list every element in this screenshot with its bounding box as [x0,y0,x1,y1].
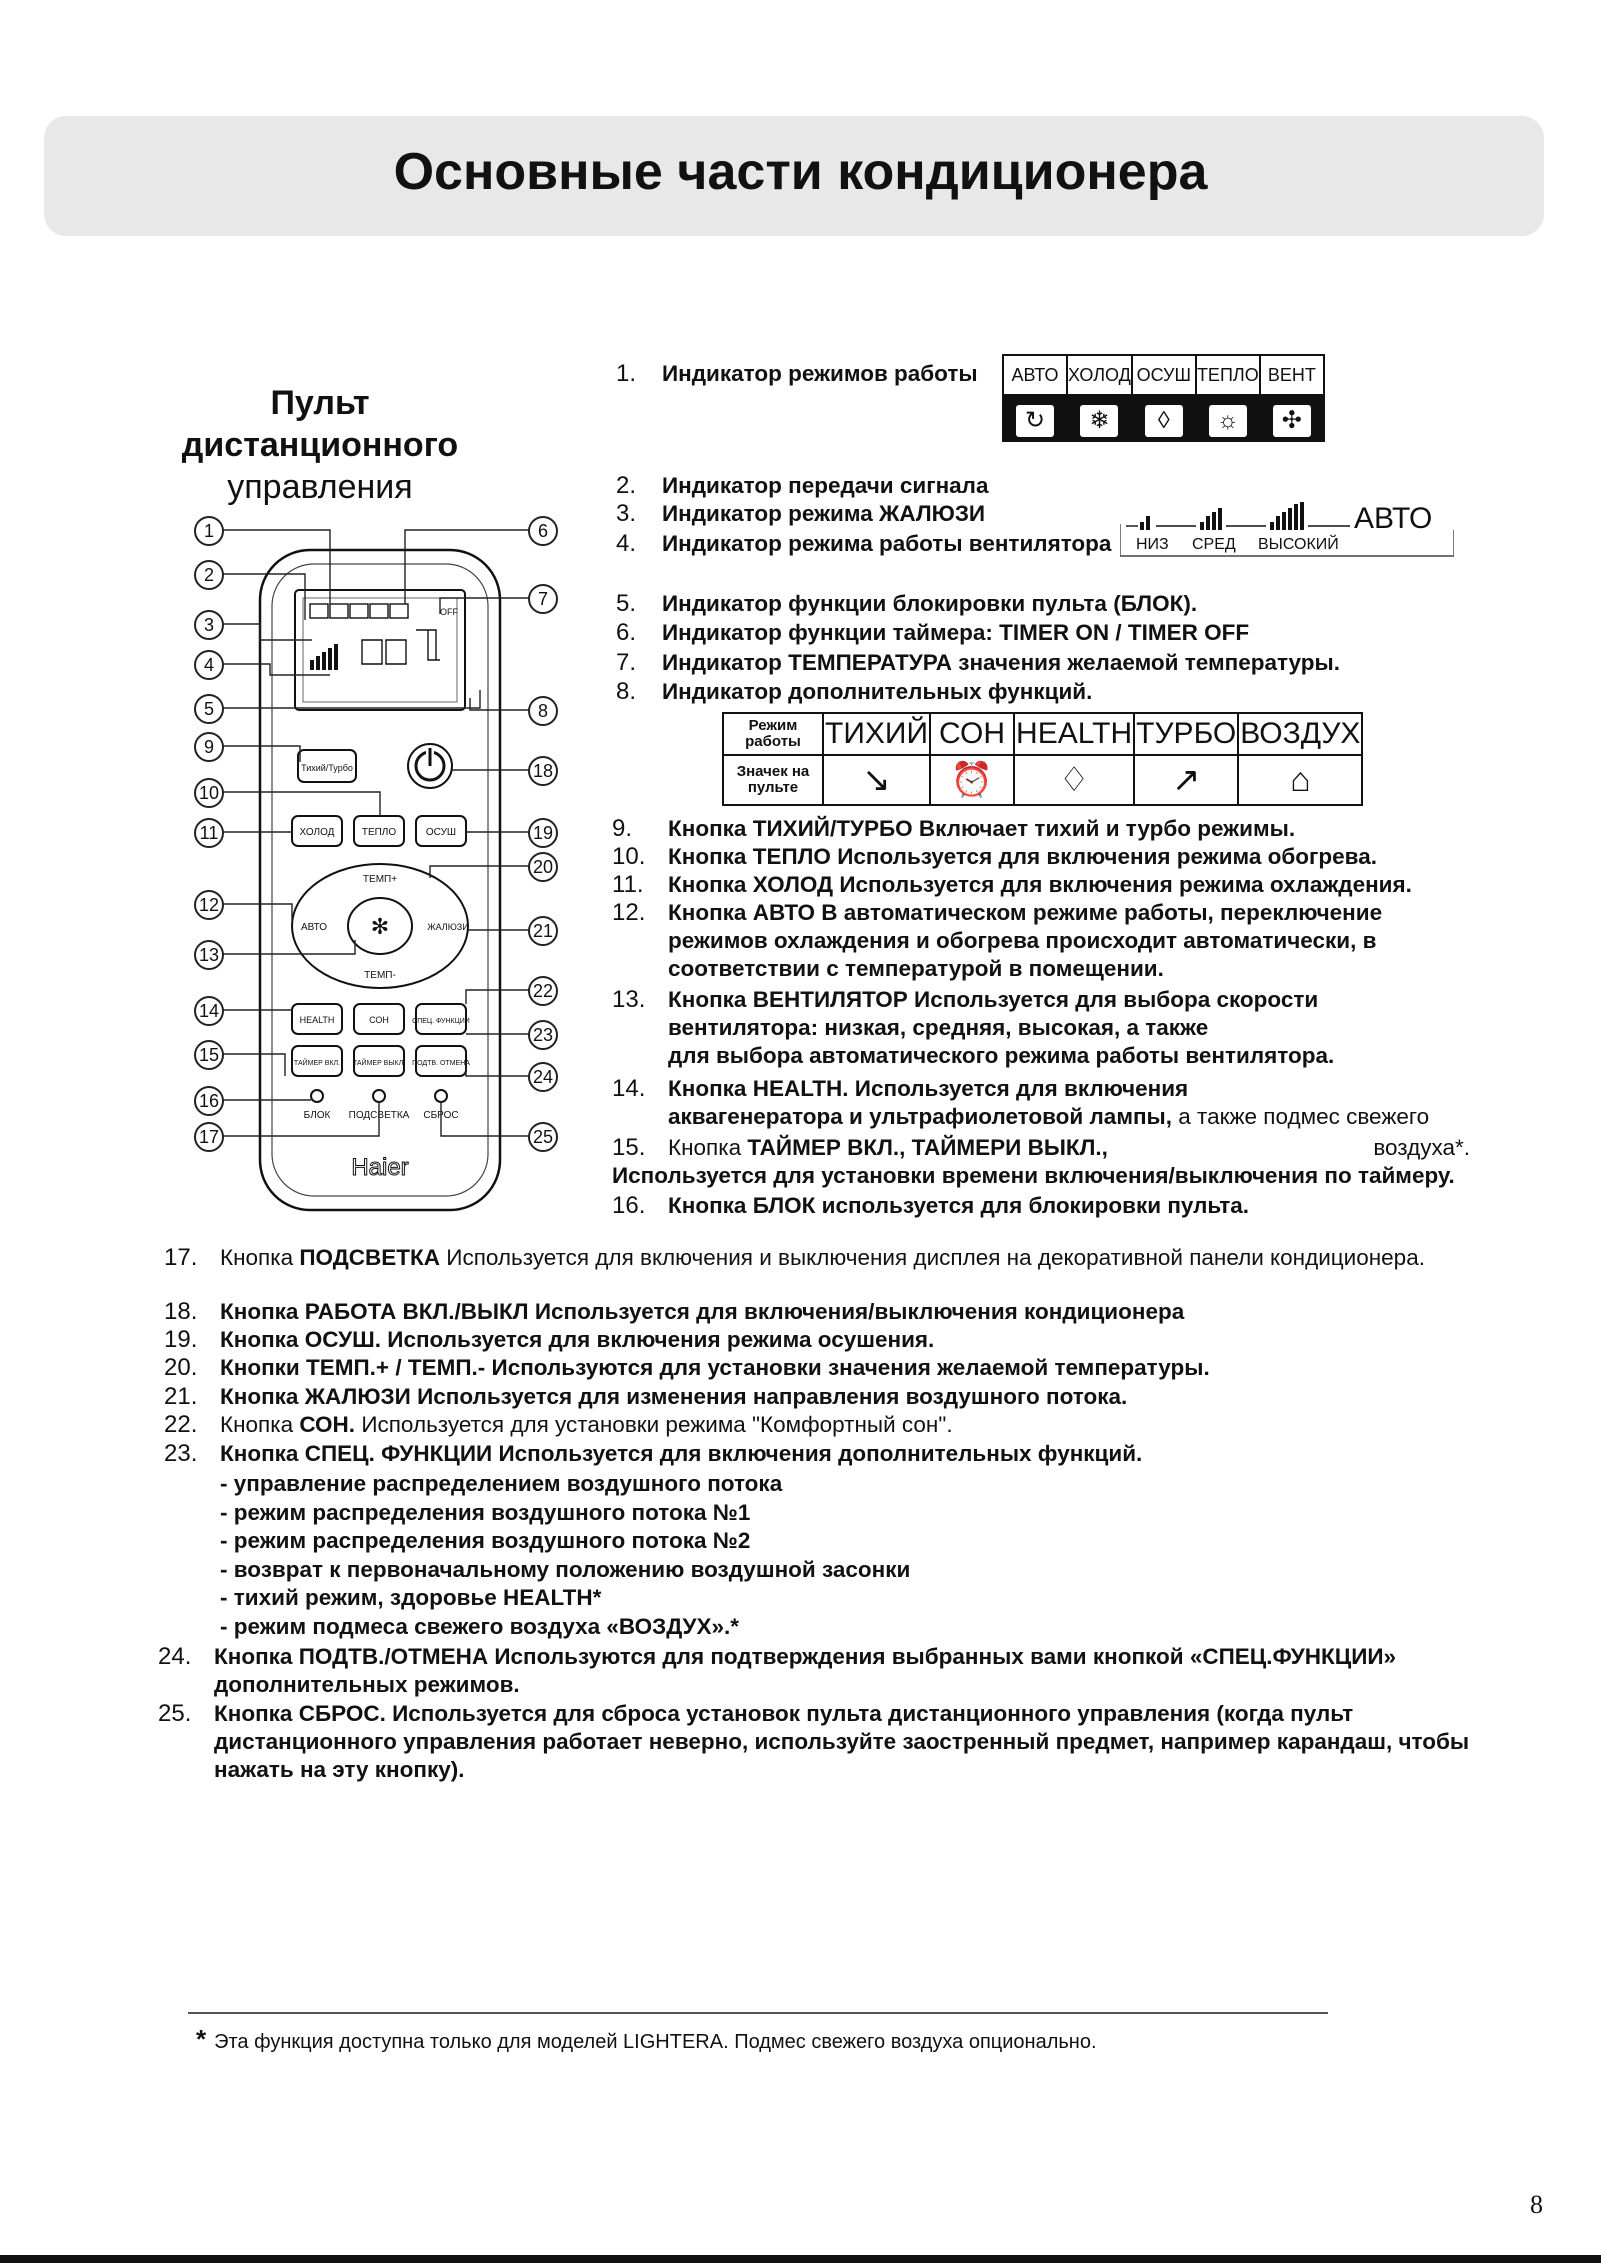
callout-7: 7 [528,584,558,614]
remote-label-reset: СБРОС [423,1110,459,1121]
remote-btn-spec: СПЕЦ. ФУНКЦИИ [412,1018,470,1025]
remote-btn-auto: АВТО [300,922,328,933]
mode-label-auto: АВТО [1003,355,1067,395]
callout-19: 19 [528,818,558,848]
remote-btn-quiet-turbo: Тихий/Турбо [301,763,353,773]
callout-21: 21 [528,916,558,946]
remote-label-lock: БЛОК [303,1110,331,1121]
item-17: 17. Кнопка ПОДСВЕТКА Используется для включения и выключения дисплея на декоративной панели кондиционера. [164,1244,1425,1271]
item-6: 6. Индикатор функции таймера: TIMER ON / TIMER OFF [616,619,1250,646]
callout-20: 20 [528,852,558,882]
remote-heading-line2: дистанционного [181,426,459,464]
sleep-icon: ⏰ [930,755,1014,805]
item-4: 4. Индикатор режима работы вентилятора [616,530,1112,557]
callout-23: 23 [528,1020,558,1050]
callout-17: 17 [194,1122,224,1152]
sun-icon: ☼ [1196,395,1260,441]
remote-heading [170,382,470,508]
bottom-border [0,2255,1601,2263]
item-23-sublist [220,1470,910,1641]
mode-label-dry: ОСУШ [1132,355,1196,395]
callout-9: 9 [194,732,224,762]
fan-low-label: НИЗ [1136,536,1169,553]
callout-14: 14 [194,996,224,1026]
remote-btn-heat: ТЕПЛО [361,827,397,838]
callout-12: 12 [194,890,224,920]
remote-btn-timer-on: ТАЙМЕР ВКЛ. [293,1060,341,1067]
item-5: 5. Индикатор функции блокировки пульта (БЛОК). [616,590,1198,617]
func-col-quiet: ТИХИЙ [823,713,930,755]
footnote [196,2024,1097,2055]
turbo-icon: ↗ [1134,755,1238,805]
remote-btn-swing: ЖАЛЮЗИ [427,922,469,932]
mode-label-cool: ХОЛОД [1067,355,1132,395]
footnote-divider [188,2012,1328,2014]
func-row1-head: Режим работы [723,713,823,755]
item-8: 8. Индикатор дополнительных функций. [616,678,1093,705]
fan-speed-scale [1120,502,1454,562]
callout-4: 4 [194,650,224,680]
drop-icon: ◊ [1132,395,1196,441]
item-16: 16. Кнопка БЛОК используется для блокировки пульта. [612,1192,1250,1219]
item-18: 18. Кнопка РАБОТА ВКЛ./ВЫКЛ Используется для включения/выключения кондиционера [164,1298,1185,1325]
remote-btn-timer-off: ТАЙМЕР ВЫКЛ. [352,1060,406,1067]
footnote-text: Эта функция доступна только для моделей LIGHTERA. Подмес свежего воздуха опционально. [214,2031,1097,2053]
item-1: 1. Индикатор режимов работы [616,360,978,387]
callout-2: 2 [194,560,224,590]
fan-mid-label: СРЕД [1192,536,1236,553]
mode-label-fan: ВЕНТ [1260,355,1324,395]
item-15: 15. Кнопка ТАЙМЕР ВКЛ., ТАЙМЕРИ ВЫКЛ., воздуха*. Используется для установки времени включения/выключения по таймеру. [612,1134,1470,1188]
item-22: 22. Кнопка СОН. Используется для установки режима "Комфортный сон". [164,1411,953,1438]
item-13: 13. Кнопка ВЕНТИЛЯТОР Используется для выбора скорости вентилятора: низкая, средняя, высокая, а также для выбора автоматического режима работы вентилятора. [612,986,1335,1068]
item-11: 11. Кнопка ХОЛОД Используется для включения режима охлаждения. [612,871,1412,898]
quiet-icon: ↘ [823,755,930,805]
remote-btn-sleep: СОН [369,1015,389,1025]
item-10: 10. Кнопка ТЕПЛО Используется для включения режима обогрева. [612,843,1377,870]
item-19: 19. Кнопка ОСУШ. Используется для включения режима осушения. [164,1326,935,1353]
snowflake-icon: ❄ [1067,395,1132,441]
remote-btn-temp-up: ТЕМП+ [362,874,398,885]
func-row2-head: Значек на пульте [723,755,823,805]
remote-heading-line3: управления [227,468,413,506]
remote-label-light: ПОДСВЕТКА [348,1110,410,1121]
callout-18: 18 [528,756,558,786]
callout-15: 15 [194,1040,224,1070]
sub-item: - тихий режим, здоровье HEALTH* [220,1585,602,1610]
remote-btn-health: HEALTH [299,1015,335,1025]
callout-5: 5 [194,694,224,724]
item-23: 23. Кнопка СПЕЦ. ФУНКЦИИ Используется для включения дополнительных функций. [164,1440,1143,1467]
item-20: 20. Кнопки ТЕМП.+ / ТЕМП.- Используются для установки значения желаемой температуры. [164,1354,1210,1381]
callout-10: 10 [194,778,224,808]
sub-item: - возврат к первоначальному положению воздушной засонки [220,1556,911,1582]
callout-24: 24 [528,1062,558,1092]
fan-icon: ✣ [1260,395,1324,441]
svg-text:OFF: OFF [440,607,458,617]
callout-8: 8 [528,696,558,726]
callout-6: 6 [528,516,558,546]
item-14: 14. Кнопка HEALTH. Используется для включения аквагенератора и ультрафиолетовой лампы, а также подмес свежего [612,1075,1430,1129]
item-12: 12. Кнопка АВТО В автоматическом режиме работы, переключение режимов охлаждения и обогрева происходит автоматически, в соответствии с температурой в помещении. [612,899,1383,981]
item-24: 24. Кнопка ПОДТВ./ОТМЕНА Используются для подтверждения выбранных вами кнопкой «СПЕЦ.ФУНКЦИИ» дополнительных режимов. [158,1643,1397,1697]
page-title: Основные части кондиционера [393,143,1208,201]
func-col-turbo: ТУРБО [1134,713,1238,755]
callout-13: 13 [194,940,224,970]
callout-22: 22 [528,976,558,1006]
callout-25: 25 [528,1122,558,1152]
callout-3: 3 [194,610,224,640]
callout-16: 16 [194,1086,224,1116]
svg-text:✻: ✻ [370,914,390,939]
callout-1: 1 [194,516,224,546]
sub-item: - управление распределением воздушного потока [220,1471,783,1496]
item-2: 2. Индикатор передачи сигнала [616,472,989,499]
health-icon: ♢ [1014,755,1134,805]
fan-high-label: ВЫСОКИЙ [1258,536,1339,553]
item-25: 25. Кнопка СБРОС. Используется для сброса установок пульта дистанционного управления (когда пульт дистанционного управления работает неверно, используйте заостренный предмет, например карандаш, чтобы нажать на эту кнопку). [158,1700,1470,1782]
mode-label-heat: ТЕПЛО [1196,355,1260,395]
mode-table [1002,354,1325,442]
remote-btn-confirm: ПОДТВ. ОТМЕНА [412,1060,470,1067]
item-3: 3. Индикатор режима ЖАЛЮЗИ [616,500,986,527]
item-9: 9. Кнопка ТИХИЙ/ТУРБО Включает тихий и турбо режимы. [612,815,1296,842]
page-number: 8 [1530,2190,1543,2219]
footnote-mark: * [196,2024,207,2054]
func-col-health: HEALTH [1014,713,1134,755]
auto-mode-icon: ↻ [1003,395,1067,441]
fan-auto-label: АВТО [1354,502,1433,535]
func-col-sleep: СОН [930,713,1014,755]
remote-btn-cool: ХОЛОД [299,827,335,838]
air-icon: ⌂ [1238,755,1362,805]
remote-btn-dry: ОСУШ [425,827,457,838]
item-21: 21. Кнопка ЖАЛЮЗИ Используется для изменения направления воздушного потока. [164,1383,1128,1410]
func-col-air: ВОЗДУХ [1238,713,1362,755]
item-7: 7. Индикатор ТЕМПЕРАТУРА значения желаемой температуры. [616,649,1340,676]
remote-heading-line1: Пульт [270,384,370,422]
sub-item: - режим распределения воздушного потока №1 [220,1499,751,1525]
sub-item: - режим подмеса свежего воздуха «ВОЗДУХ».* [220,1613,740,1639]
remote-btn-temp-down: ТЕМП- [364,970,396,981]
function-table [722,712,1363,806]
sub-item: - режим распределения воздушного потока №2 [220,1528,751,1553]
callout-11: 11 [194,818,224,848]
brand-logo: Haier [351,1154,409,1181]
